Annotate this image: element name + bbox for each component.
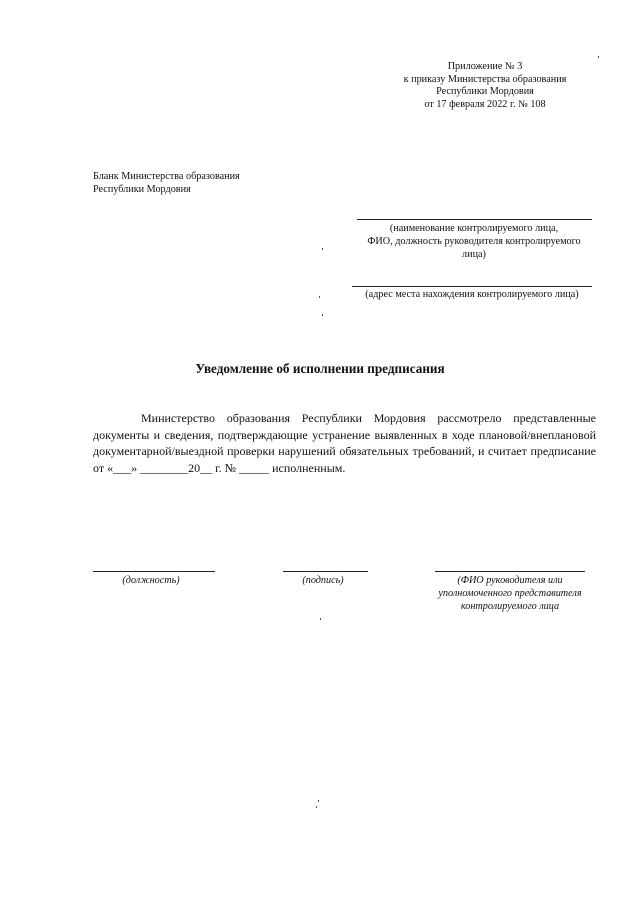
scan-speck (318, 800, 319, 802)
recipient-address-caption-text: (адрес места нахождения контролируемого лица) (365, 289, 579, 300)
scan-speck (322, 314, 323, 316)
recipient-name-line (357, 219, 592, 220)
full-name-caption-2: уполномоченного представителя (438, 587, 582, 599)
full-name-line (435, 571, 585, 572)
appendix-header (380, 61, 590, 111)
scan-speck (322, 248, 323, 250)
letterhead (93, 171, 240, 197)
position-caption: (должность) (122, 575, 180, 586)
scan-speck (319, 296, 320, 298)
appendix-number: Приложение № 3 (447, 61, 523, 72)
scan-speck (320, 618, 321, 620)
letterhead-line-2: Республики Мордовия (93, 183, 191, 195)
full-name-caption-3: контролируемого лица (460, 600, 560, 612)
document-title: Уведомление об исполнении предписания (195, 361, 445, 376)
recipient-name-caption-2: ФИО, должность руководителя контролируемого (367, 235, 581, 247)
recipient-address-line (352, 286, 592, 287)
full-name-caption-1: (ФИО руководителя или (457, 575, 563, 586)
scan-speck (316, 806, 317, 808)
recipient-name-caption-3: лица) (462, 248, 486, 260)
recipient-name-caption-1: (наименование контролируемого лица, (389, 223, 559, 234)
body-paragraph: Министерство образования Республики Мордовия рассмотрело представленные документы и сведения, подтверждающие устранение выявленных в ходе плановой/внеплановой документарной/выездной проверки нарушений обязательных требований, и считает предписание от «___» ________20__ г. № _____ исполненным. (93, 411, 596, 475)
position-line (93, 571, 215, 572)
signature-caption: (подпись) (302, 575, 344, 586)
scan-speck (598, 56, 599, 58)
full-name-caption (425, 575, 595, 613)
letterhead-line-1: Бланк Министерства образования (93, 171, 240, 182)
appendix-order-ref: к приказу Министерства образования (403, 73, 567, 85)
recipient-address-caption (352, 289, 592, 302)
signature-line (283, 571, 368, 572)
appendix-order-date: от 17 февраля 2022 г. № 108 (424, 98, 546, 110)
recipient-name-caption (345, 223, 603, 261)
appendix-region: Республики Мордовия (436, 86, 534, 98)
